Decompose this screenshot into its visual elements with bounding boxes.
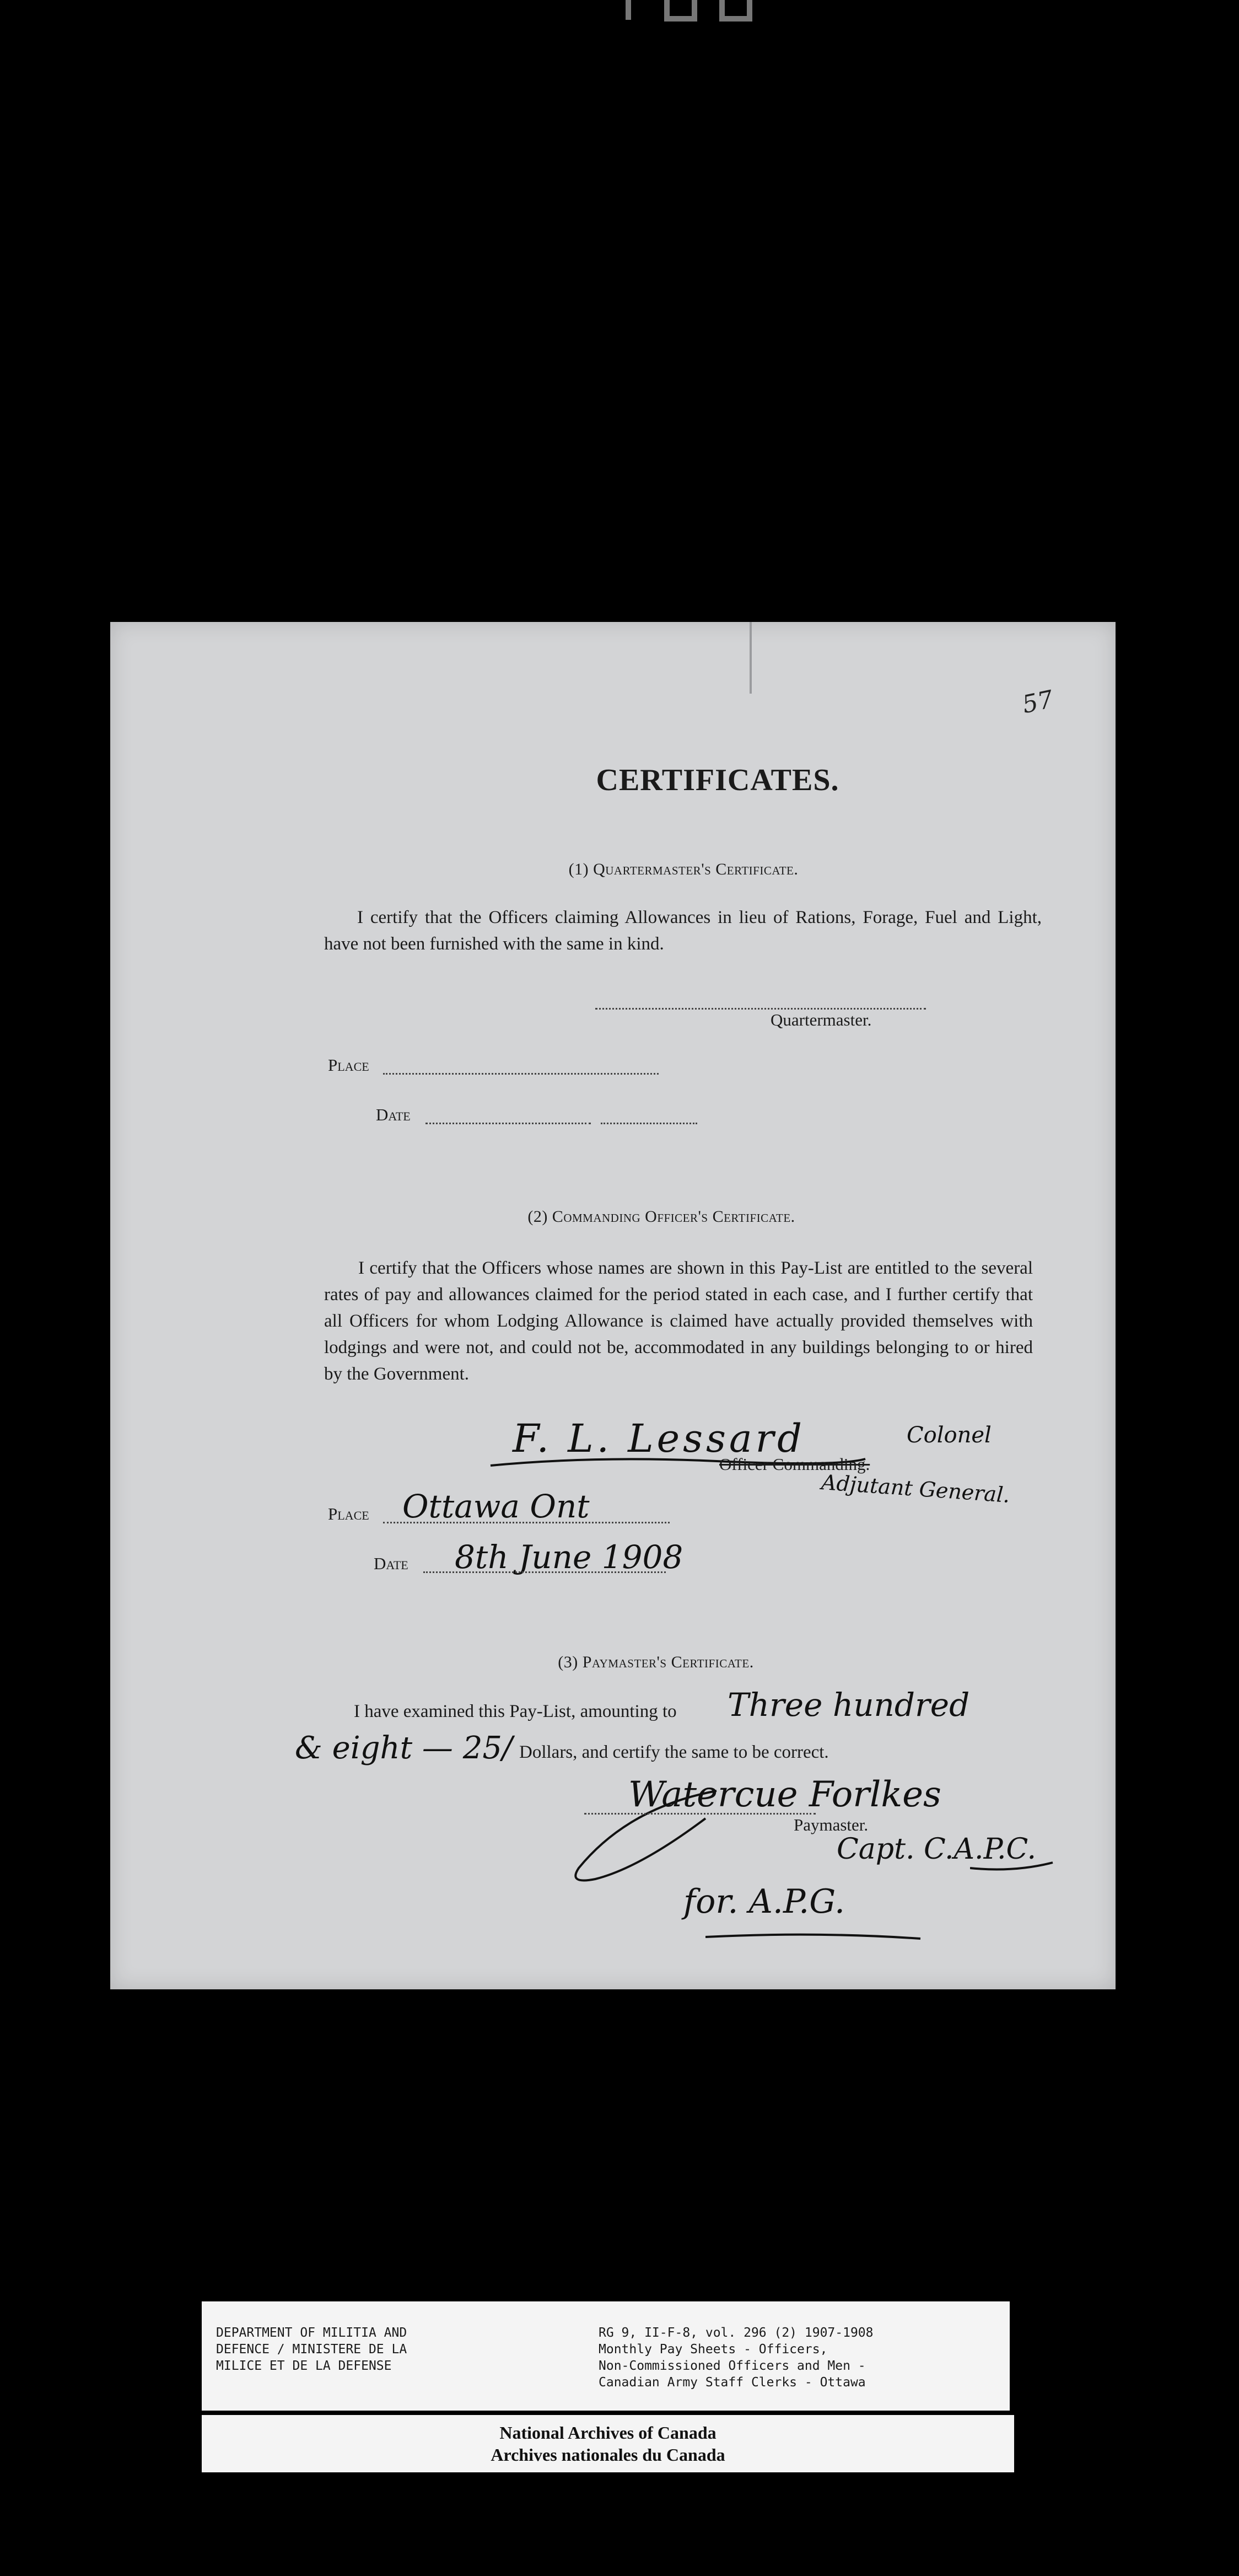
archive-banner-french: Archives nationales du Canada — [491, 2445, 725, 2465]
paymaster-signature-line — [584, 1813, 816, 1815]
paymaster-role: Paymaster. — [794, 1815, 869, 1834]
commanding-officer-date-line — [423, 1571, 666, 1573]
microfilm-frame-mark — [612, 0, 766, 22]
commanding-officer-printed-role: Officer Commanding. — [719, 1455, 870, 1474]
commanding-officer-signature: F. L. Lessard — [513, 1416, 805, 1461]
quartermaster-place-line — [383, 1073, 659, 1075]
quartermaster-date-line-2 — [601, 1123, 697, 1124]
paymaster-signature: Watercue Forlkes — [628, 1774, 941, 1815]
archive-label-left-line: MILICE ET DE LA DEFENSE — [216, 2359, 392, 2373]
commanding-officer-rank: Colonel — [907, 1423, 992, 1448]
page-fold — [750, 622, 752, 694]
commanding-officer-heading: (2) Commanding Officer's Certificate. — [527, 1208, 795, 1226]
archive-label-right-line: Non-Commissioned Officers and Men - — [599, 2359, 866, 2373]
paymaster-for-signature: for. A.P.G. — [683, 1882, 845, 1921]
paymaster-body-part1: I have examined this Pay-List, amounting to — [354, 1702, 677, 1721]
paymaster-heading: (3) Paymaster's Certificate. — [558, 1653, 754, 1671]
archive-banner-english: National Archives of Canada — [499, 2423, 717, 2443]
archive-label-reference — [599, 2325, 1006, 2391]
archive-label-right-line: Canadian Army Staff Clerks - Ottawa — [599, 2375, 866, 2390]
archive-reference-label — [202, 2301, 1010, 2411]
folio-number: 57 — [1020, 685, 1056, 720]
quartermaster-date-label: Date — [376, 1105, 411, 1124]
commanding-officer-body: I certify that the Officers whose names are shown in this Pay-List are entitled to the several rates of pay and allowances claimed for the period stated in each case, and I further certify that all Officers for whom Lodging Allowance is claimed have actually provided themselves with lodgings and were not, and could not be, accommodated in any buildings belonging to or hired by the Government. — [324, 1258, 1033, 1384]
archive-label-left-line: DEFENCE / MINISTERE DE LA — [216, 2342, 407, 2357]
quartermaster-date-line-1 — [425, 1123, 591, 1124]
paymaster-signature-flourish — [562, 1785, 728, 1890]
paymaster-amount-line2: & eight — 25/ — [295, 1730, 513, 1766]
quartermaster-signature-line — [595, 1008, 926, 1010]
archive-label-right-line: RG 9, II-F-8, vol. 296 (2) 1907-1908 — [599, 2326, 874, 2340]
quartermaster-place-label: Place — [328, 1055, 369, 1075]
commanding-officer-place-line — [383, 1522, 670, 1523]
commanding-officer-place-label: Place — [328, 1504, 369, 1523]
archive-label-left-line: DEPARTMENT OF MILITIA AND — [216, 2326, 407, 2340]
archive-label-right-line: Monthly Pay Sheets - Officers, — [599, 2342, 828, 2357]
paymaster-amount-line1: Three hundred — [728, 1686, 970, 1724]
paymaster-rank-underline — [970, 1857, 1058, 1874]
certificate-page — [110, 622, 1116, 1989]
quartermaster-role: Quartermaster. — [771, 1010, 872, 1029]
paymaster-body-part2: Dollars, and certify the same to be correct. — [519, 1742, 829, 1762]
page-title: CERTIFICATES. — [596, 763, 839, 797]
paymaster-for-underline — [705, 1929, 926, 1945]
commanding-officer-date-label: Date — [374, 1554, 408, 1573]
commanding-officer-date-value: 8th June 1908 — [455, 1538, 683, 1576]
commanding-officer-handwritten-role: Adjutant General. — [820, 1470, 1011, 1507]
quartermaster-heading: (1) Quartermaster's Certificate. — [568, 860, 799, 878]
paymaster-rank: Capt. C.A.P.C. — [837, 1833, 1037, 1866]
quartermaster-body: I certify that the Officers claiming Allowances in lieu of Rations, Forage, Fuel and Light, have not been furnished with the same in kind. — [324, 908, 1042, 954]
archive-label-department — [216, 2325, 514, 2374]
commanding-officer-place-value: Ottawa Ont — [402, 1488, 590, 1525]
archive-banner — [202, 2415, 1014, 2472]
